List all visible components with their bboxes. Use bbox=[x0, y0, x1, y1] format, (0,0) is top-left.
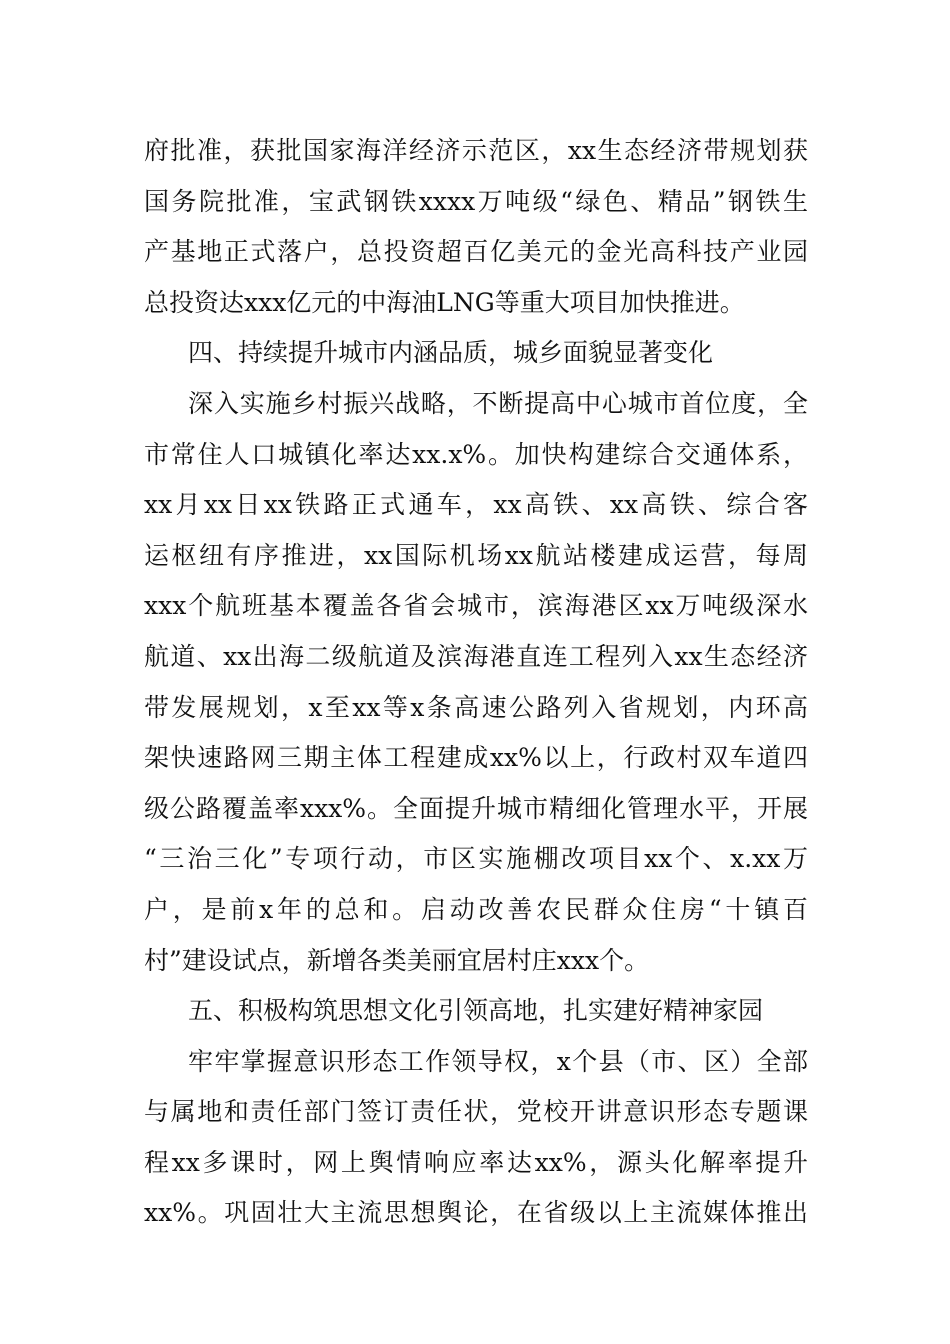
text-line: 与属地和责任部门签订责任状，党校开讲意识形态专题课 bbox=[144, 1097, 808, 1127]
text-line: “三治三化”专项行动，市区实施棚改项目xx个、x.xx万 bbox=[144, 844, 808, 874]
text-line: 户，是前x年的总和。启动改善农民群众住房“十镇百 bbox=[144, 894, 808, 924]
text-line: 市常住人口城镇化率达xx.x%。加快构建综合交通体系， bbox=[144, 439, 808, 469]
text-line: xxx个航班基本覆盖各省会城市，滨海港区xx万吨级深水 bbox=[144, 591, 808, 621]
text-line: 运枢纽有序推进，xx国际机场xx航站楼建成运营，每周 bbox=[144, 540, 808, 570]
paragraph-start: 深入实施乡村振兴战略，不断提高中心城市首位度，全 bbox=[188, 388, 808, 418]
text-line: 府批准，获批国家海洋经济示范区，xx生态经济带规划获 bbox=[144, 136, 808, 165]
text-line: 级公路覆盖率xxx%。全面提升城市精细化管理水平，开展 bbox=[144, 793, 808, 823]
body-text bbox=[144, 126, 808, 1239]
text-line: 总投资达xxx亿元的中海油LNG等重大项目加快推进。 bbox=[144, 287, 745, 317]
section-heading-5: 五、积极构筑思想文化引领高地，扎实建好精神家园 bbox=[188, 996, 764, 1026]
text-line: 架快速路网三期主体工程建成xx%以上，行政村双车道四 bbox=[144, 743, 808, 773]
text-line: 航道、xx出海二级航道及滨海港直连工程列入xx生态经济 bbox=[144, 641, 808, 671]
text-line: xx%。巩固壮大主流思想舆论，在省级以上主流媒体推出 bbox=[144, 1198, 808, 1228]
text-line: 产基地正式落户，总投资超百亿美元的金光高科技产业园 bbox=[144, 237, 808, 267]
paragraph-start: 牢牢掌握意识形态工作领导权，x个县（市、区）全部 bbox=[188, 1046, 808, 1076]
text-line: xx月xx日xx铁路正式通车，xx高铁、xx高铁、综合客 bbox=[144, 490, 808, 520]
text-line: 带发展规划，x至xx等x条高速公路列入省规划，内环高 bbox=[144, 692, 808, 722]
section-heading-4: 四、持续提升城市内涵品质，城乡面貌显著变化 bbox=[188, 338, 714, 368]
text-line: 程xx多课时，网上舆情响应率达xx%，源头化解率提升 bbox=[144, 1147, 808, 1177]
text-line: 村”建设试点，新增各类美丽宜居村庄xxx个。 bbox=[144, 945, 650, 975]
text-line: 国务院批准，宝武钢铁xxxx万吨级“绿色、精品”钢铁生 bbox=[144, 186, 808, 216]
